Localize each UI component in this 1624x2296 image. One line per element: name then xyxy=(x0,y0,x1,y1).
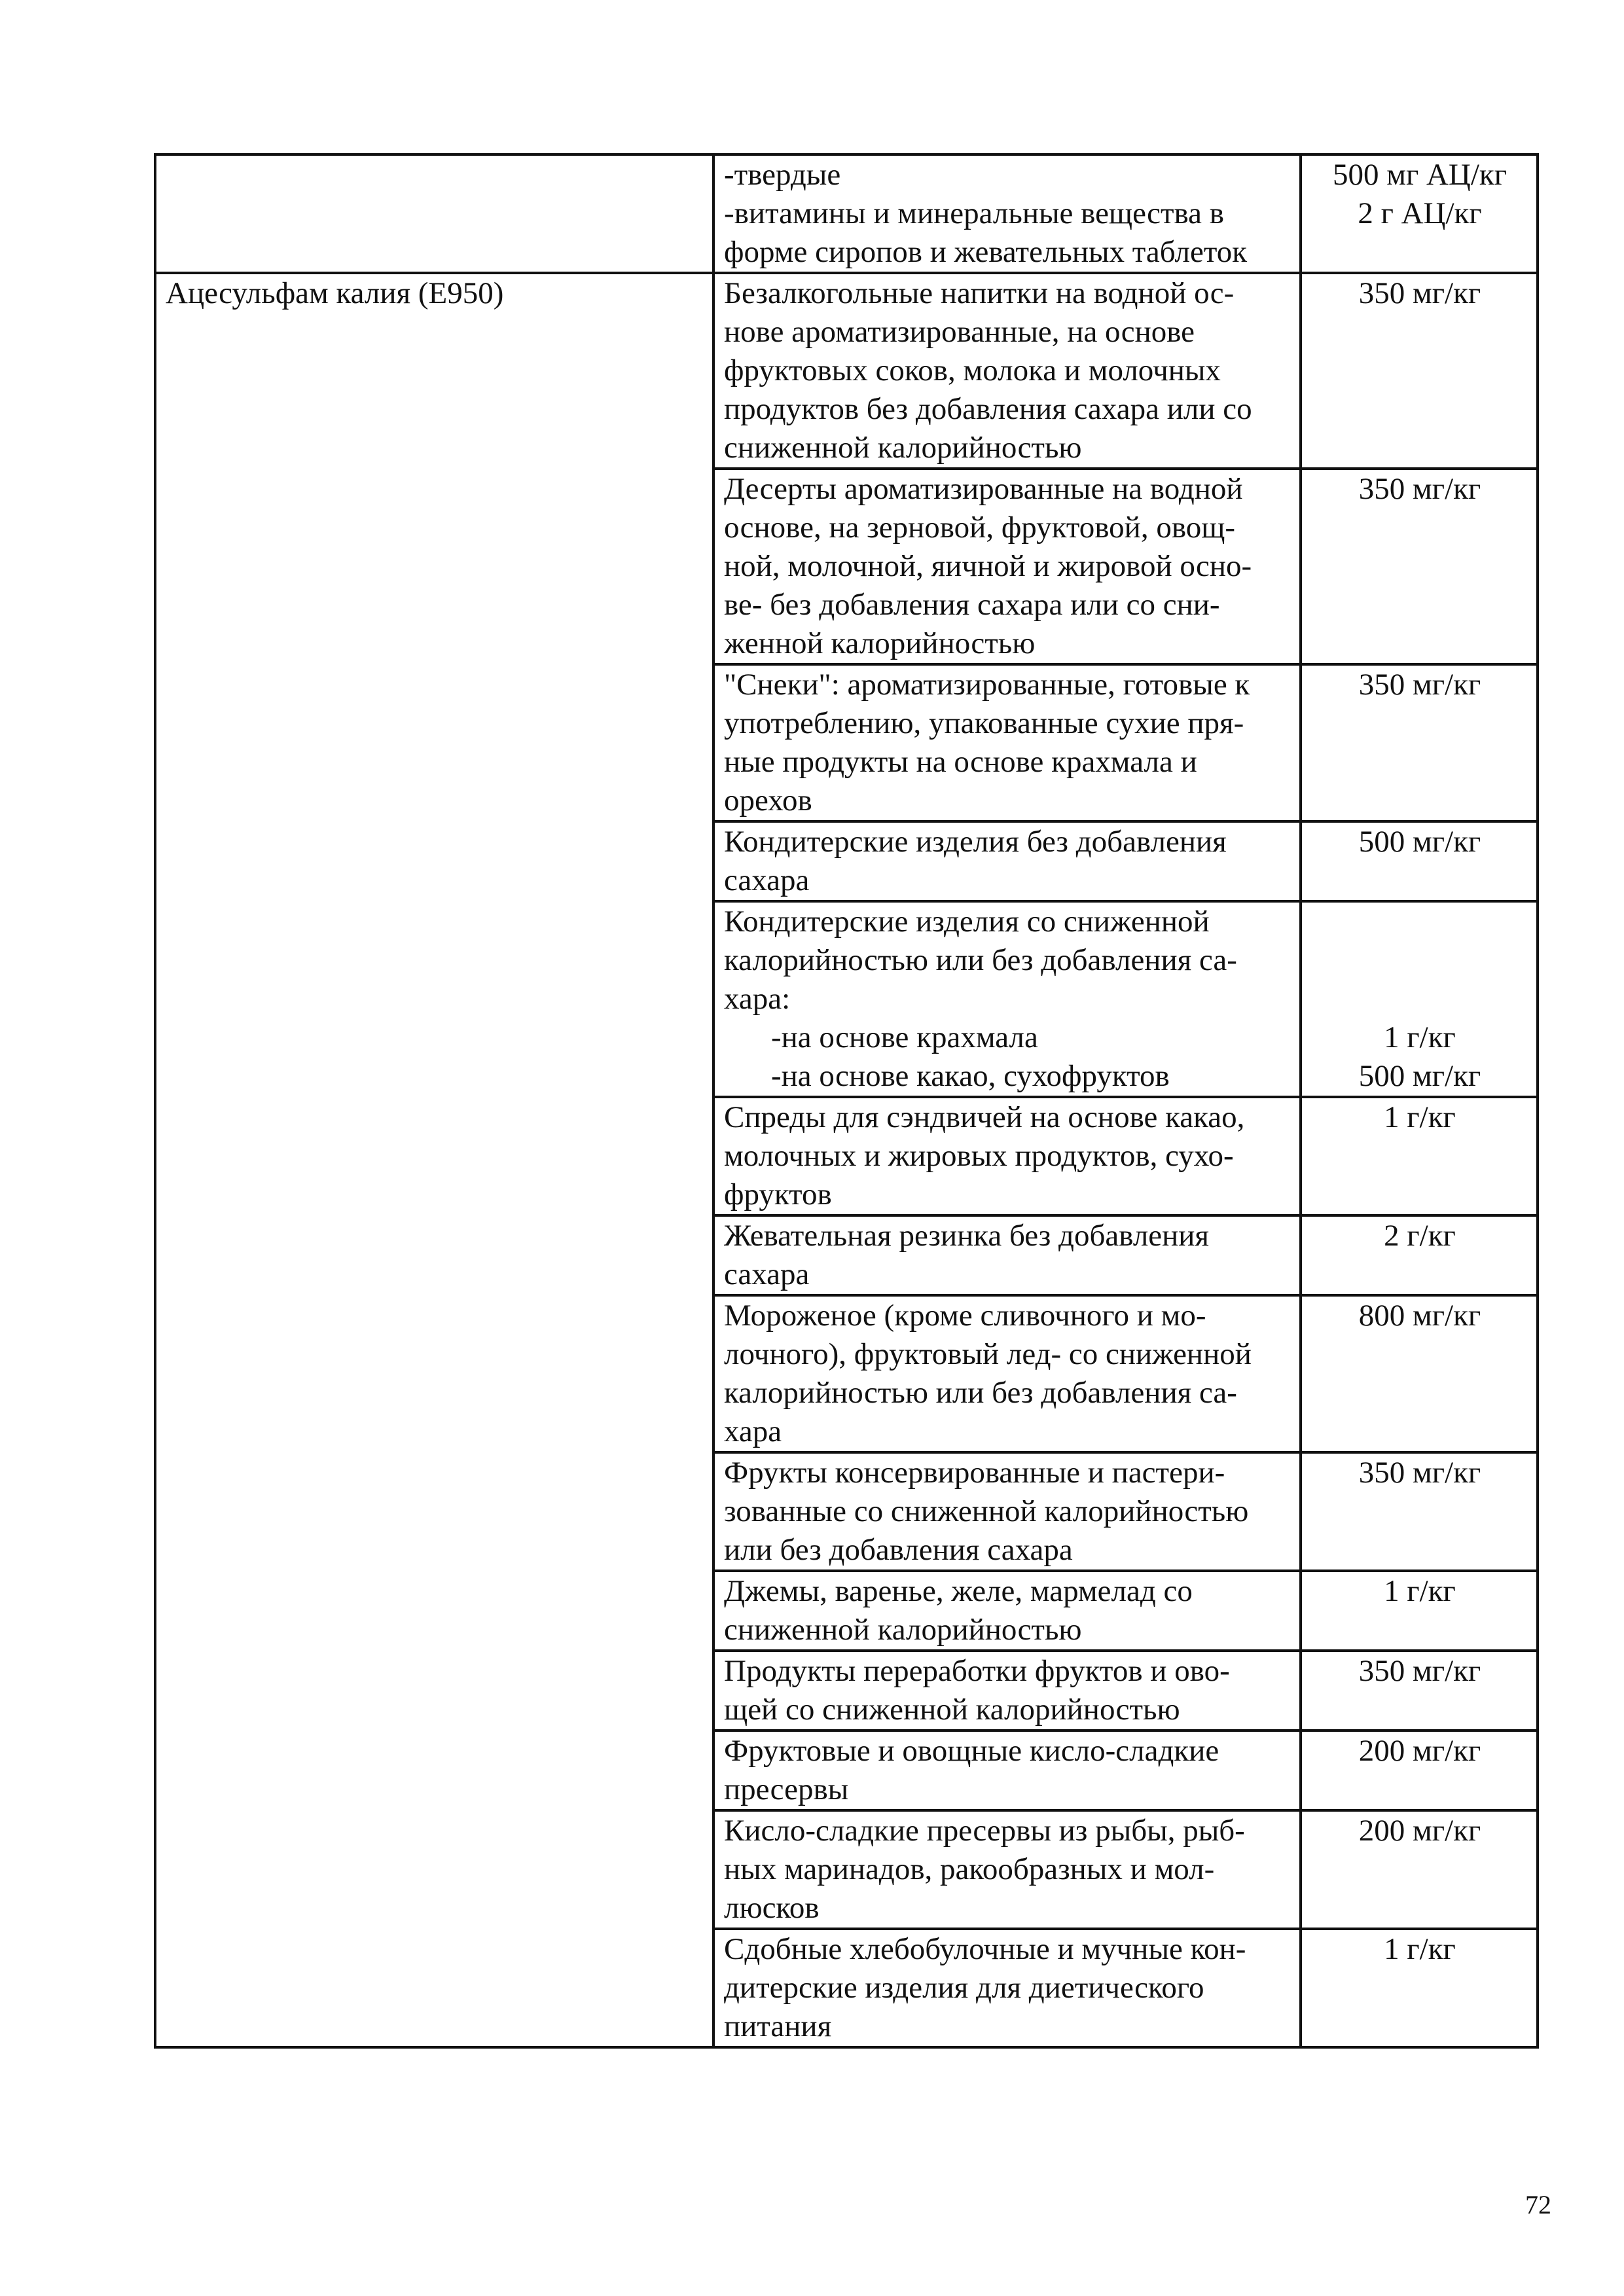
amount-cell xyxy=(1301,1731,1538,1810)
product-line: "Снеки": ароматизированные, готовые к xyxy=(724,668,1250,702)
product-line: сниженной калорийностью xyxy=(724,1613,1082,1647)
amount-value: 350 мг/кг xyxy=(1358,668,1481,702)
product-line: калорийностью или без добавления са- xyxy=(724,1376,1237,1410)
amount-cell xyxy=(1301,1571,1538,1651)
product-cell xyxy=(713,664,1301,821)
product-line: ве- без добавления сахара или со сни- xyxy=(724,588,1220,622)
product-line: хара xyxy=(724,1414,782,1448)
product-line: хара: xyxy=(724,982,791,1016)
product-line: калорийностью или без добавления са- xyxy=(724,943,1237,977)
product-line: нове ароматизированные, на основе xyxy=(724,315,1195,349)
product-cell xyxy=(713,1929,1301,2047)
product-cell xyxy=(713,1295,1301,1452)
product-line: лочного), фруктовый лед- со сниженной xyxy=(724,1337,1252,1371)
product-line: фруктов xyxy=(724,1177,832,1211)
amount-value: 500 мг/кг xyxy=(1358,1059,1481,1093)
amount-cell xyxy=(1301,1452,1538,1571)
product-line: сахара xyxy=(724,863,810,897)
product-line: -твердые xyxy=(724,158,841,192)
product-line: сахара xyxy=(724,1257,810,1291)
product-line: Джемы, варенье, желе, мармелад со xyxy=(724,1574,1193,1608)
product-cell xyxy=(713,1452,1301,1571)
product-line: Фруктовые и овощные кисло-сладкие xyxy=(724,1734,1219,1768)
amount-spacer xyxy=(1311,903,1528,941)
amount-value: 200 мг/кг xyxy=(1358,1814,1481,1848)
product-line: сниженной калорийностью xyxy=(724,431,1082,465)
amount-value: 1 г/кг xyxy=(1384,1932,1456,1966)
product-line: Десерты ароматизированные на водной xyxy=(724,472,1243,506)
amount-value: 2 г/кг xyxy=(1384,1219,1456,1253)
product-line: основе, на зерновой, фруктовой, овощ- xyxy=(724,511,1236,545)
table-row xyxy=(155,273,1538,469)
additives-table xyxy=(154,153,1539,2049)
amount-cell xyxy=(1301,664,1538,821)
table-row xyxy=(155,154,1538,273)
product-line: ные продукты на основе крахмала и xyxy=(724,745,1197,779)
amount-value: 350 мг/кг xyxy=(1358,472,1481,506)
product-cell xyxy=(713,901,1301,1097)
amount-cell xyxy=(1301,1097,1538,1215)
product-line: Кондитерские изделия без добавления xyxy=(724,825,1227,859)
amount-value: 350 мг/кг xyxy=(1358,1456,1481,1490)
product-line: Сдобные хлебобулочные и мучные кон- xyxy=(724,1932,1246,1966)
product-cell xyxy=(713,469,1301,664)
product-line: Кондитерские изделия со сниженной xyxy=(724,905,1210,939)
amount-cell xyxy=(1301,1810,1538,1929)
product-cell xyxy=(713,154,1301,273)
product-cell xyxy=(713,1731,1301,1810)
product-cell xyxy=(713,1571,1301,1651)
product-sub-item: -на основе крахмала xyxy=(771,1020,1038,1054)
product-line: фруктовых соков, молока и молочных xyxy=(724,353,1221,387)
product-line: женной калорийностью xyxy=(724,626,1036,660)
product-line: молочных и жировых продуктов, сухо- xyxy=(724,1139,1234,1173)
amount-value: 350 мг/кг xyxy=(1358,1654,1481,1688)
amount-value: 1 г/кг xyxy=(1384,1100,1456,1134)
amount-cell xyxy=(1301,1295,1538,1452)
product-line: или без добавления сахара xyxy=(724,1533,1073,1567)
substance-cell: Ацесульфам калия (Е950) xyxy=(155,273,713,2047)
amount-cell xyxy=(1301,1929,1538,2047)
amount-value: 500 мг/кг xyxy=(1358,825,1481,859)
amount-spacer xyxy=(1311,980,1528,1018)
product-line: форме сиропов и жевательных таблеток xyxy=(724,235,1248,269)
product-line: зованные со сниженной калорийностью xyxy=(724,1494,1249,1528)
product-cell xyxy=(713,1215,1301,1295)
product-line: Мороженое (кроме сливочного и мо- xyxy=(724,1299,1206,1333)
amount-cell xyxy=(1301,1651,1538,1731)
product-line: -витамины и минеральные вещества в xyxy=(724,196,1224,230)
product-line: Продукты переработки фруктов и ово- xyxy=(724,1654,1230,1688)
product-line: употреблению, упакованные сухие пря- xyxy=(724,706,1244,740)
amount-cell xyxy=(1301,273,1538,469)
product-cell xyxy=(713,1651,1301,1731)
product-line: Спреды для сэндвичей на основе какао, xyxy=(724,1100,1245,1134)
product-sub-item: -на основе какао, сухофруктов xyxy=(771,1059,1170,1093)
amount-value: 800 мг/кг xyxy=(1358,1299,1481,1333)
amount-cell xyxy=(1301,821,1538,901)
product-line: продуктов без добавления сахара или со xyxy=(724,392,1252,426)
product-line: питания xyxy=(724,2009,832,2043)
product-line: Безалкогольные напитки на водной ос- xyxy=(724,276,1235,310)
amount-value: 200 мг/кг xyxy=(1358,1734,1481,1768)
substance-cell xyxy=(155,154,713,273)
amount-spacer xyxy=(1311,941,1528,980)
product-line: ных маринадов, ракообразных и мол- xyxy=(724,1852,1215,1886)
product-line: Жевательная резинка без добавления xyxy=(724,1219,1210,1253)
product-line: ной, молочной, яичной и жировой осно- xyxy=(724,549,1252,583)
product-cell xyxy=(713,273,1301,469)
product-cell xyxy=(713,821,1301,901)
amount-cell xyxy=(1301,1215,1538,1295)
amount-value: 500 мг АЦ/кг xyxy=(1332,158,1507,192)
amount-value: 1 г/кг xyxy=(1384,1574,1456,1608)
amount-cell xyxy=(1301,901,1538,1097)
amount-value: 2 г АЦ/кг xyxy=(1358,196,1482,230)
product-line: щей со сниженной калорийностью xyxy=(724,1693,1180,1727)
amount-value: 1 г/кг xyxy=(1384,1020,1456,1054)
product-line: Кисло-сладкие пресервы из рыбы, рыб- xyxy=(724,1814,1245,1848)
product-line: орехов xyxy=(724,783,812,817)
amount-cell xyxy=(1301,469,1538,664)
product-line: пресервы xyxy=(724,1772,849,1806)
page-number: 72 xyxy=(1525,2190,1551,2219)
amount-cell xyxy=(1301,154,1538,273)
product-line: люсков xyxy=(724,1891,820,1925)
product-cell xyxy=(713,1810,1301,1929)
amount-value: 350 мг/кг xyxy=(1358,276,1481,310)
product-cell xyxy=(713,1097,1301,1215)
product-line: дитерские изделия для диетического xyxy=(724,1971,1204,2005)
product-line: Фрукты консервированные и пастери- xyxy=(724,1456,1225,1490)
